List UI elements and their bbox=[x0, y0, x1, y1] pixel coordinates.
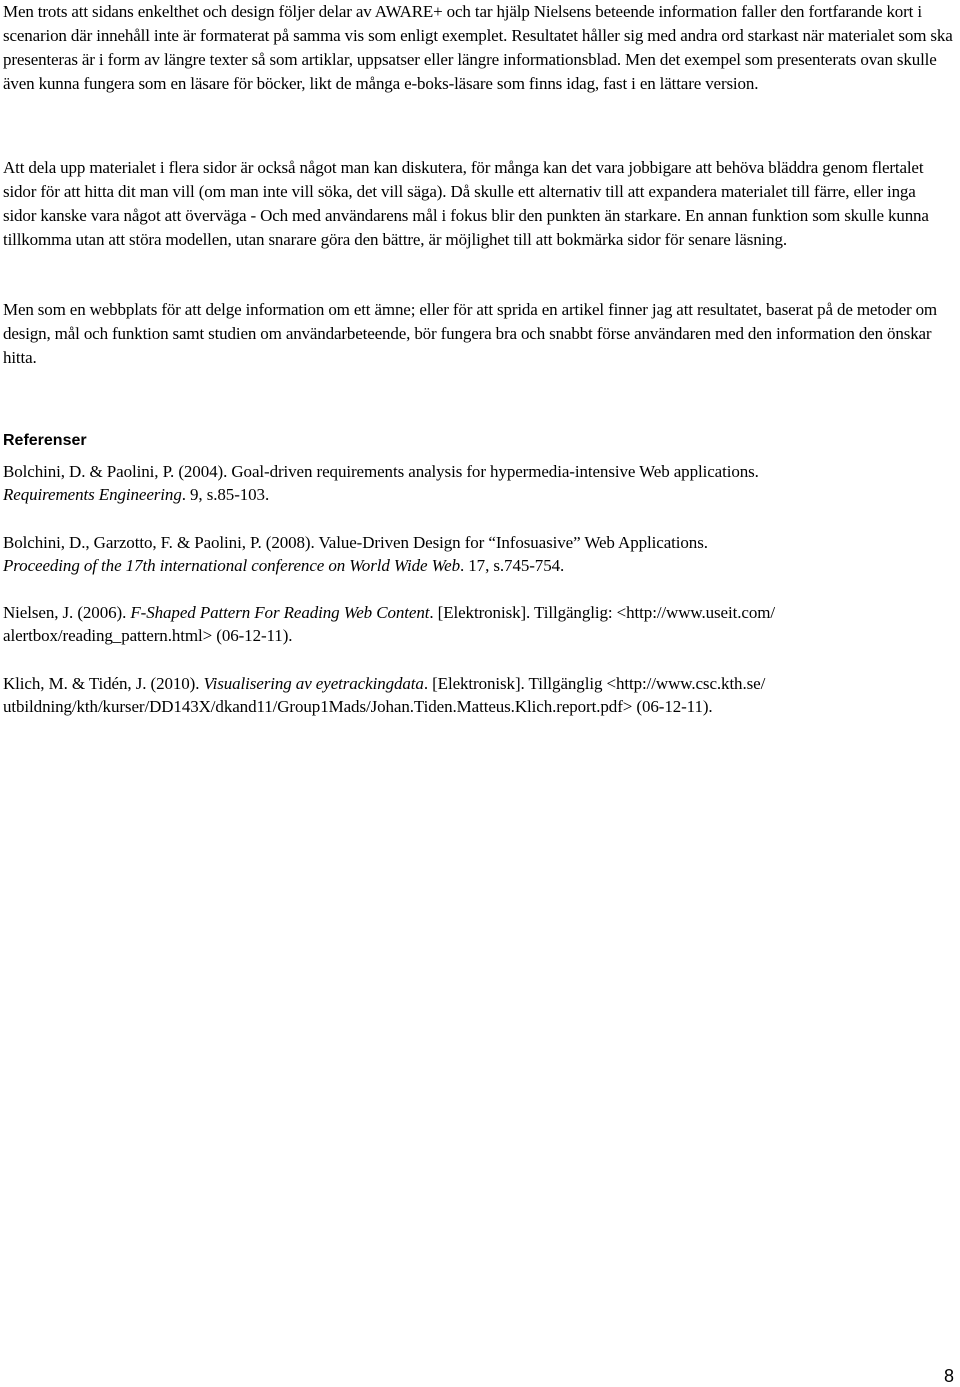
references-heading: Referenser bbox=[3, 432, 87, 449]
reference-item bbox=[3, 460, 953, 506]
reference-source-details: . 17, s.745-754. bbox=[459, 556, 565, 575]
reference-source-line bbox=[3, 554, 953, 577]
reference-item bbox=[3, 601, 953, 647]
page-number: 8 bbox=[943, 1366, 954, 1386]
reference-source-title: Requirements Engineering bbox=[3, 485, 182, 504]
reference-item bbox=[3, 531, 953, 577]
reference-source-line bbox=[3, 483, 953, 506]
reference-authors: Klich, M. & Tidén, J. (2010). bbox=[3, 674, 204, 693]
reference-first-line bbox=[3, 601, 953, 624]
reference-title: F-Shaped Pattern For Reading Web Content bbox=[130, 603, 430, 622]
reference-title: Visualisering av eyetrackingdata bbox=[203, 674, 424, 693]
body-paragraph-2: Att dela upp materialet i flera sidor är också något man kan diskutera, för många kan det vara jobbigare att behöva bläddra genom flertalet sidor för att hitta dit man vill (om man inte vill söka, det vill säga). Då skulle ett alternativ till att expandera materialet till färre, eller inga sidor kanske vara något att överväga - Och med användarens mål i fokus blir den punkten än starkare. En annan funktion som skulle kunna tillkomma utan att störa modellen, utan snarare göra den bättre, är möjlighet till att bokmärka sidor för senare läsning. bbox=[3, 158, 929, 249]
reference-item bbox=[3, 672, 953, 718]
reference-link-continuation: alertbox/reading_pattern.html> (06-12-11). bbox=[3, 626, 293, 645]
reference-link-text: . [Elektronisk]. Tillgänglig <http://www.csc.kth.se/ bbox=[423, 674, 766, 693]
reference-link-text: . [Elektronisk]. Tillgänglig: <http://www.useit.com/ bbox=[429, 603, 775, 622]
reference-text: Bolchini, D., Garzotto, F. & Paolini, P. (2008). Value-Driven Design for “Infosuasive” Web Applications. bbox=[3, 533, 708, 552]
reference-text: Bolchini, D. & Paolini, P. (2004). Goal-driven requirements analysis for hypermedia-intensive Web applications. bbox=[3, 462, 759, 481]
reference-source-details: . 9, s.85-103. bbox=[181, 485, 270, 504]
reference-source-title: Proceeding of the 17th international conference on World Wide Web bbox=[3, 556, 460, 575]
body-paragraph-1: Men trots att sidans enkelthet och design följer delar av AWARE+ och tar hjälp Nielsens beteende information faller den fortfarande kort i scenarion där innehåll inte är formaterat på samma vis som enligt exemplet. Resultatet håller sig med andra ord starkast när materialet som ska presenteras är i form av längre texter så som artiklar, uppsatser eller längre informationsblad. Men det exempel som presenterats ovan skulle även kunna fungera som en läsare för böcker, likt de många e-boks-läsare som finns idag, fast i en lättare version. bbox=[3, 2, 953, 93]
reference-first-line bbox=[3, 672, 953, 695]
body-paragraph-3: Men som en webbplats för att delge information om ett ämne; eller för att sprida en artikel finner jag att resultatet, baserat på de metoder om design, mål och funktion samt studien om användarbeteende, bör fungera bra och snabbt förse användaren med den information den önskar hitta. bbox=[3, 300, 937, 367]
reference-authors: Nielsen, J. (2006). bbox=[3, 603, 131, 622]
reference-link-continuation: utbildning/kth/kurser/DD143X/dkand11/Group1Mads/Johan.Tiden.Matteus.Klich.report.pdf> (06-12-11). bbox=[3, 697, 713, 716]
